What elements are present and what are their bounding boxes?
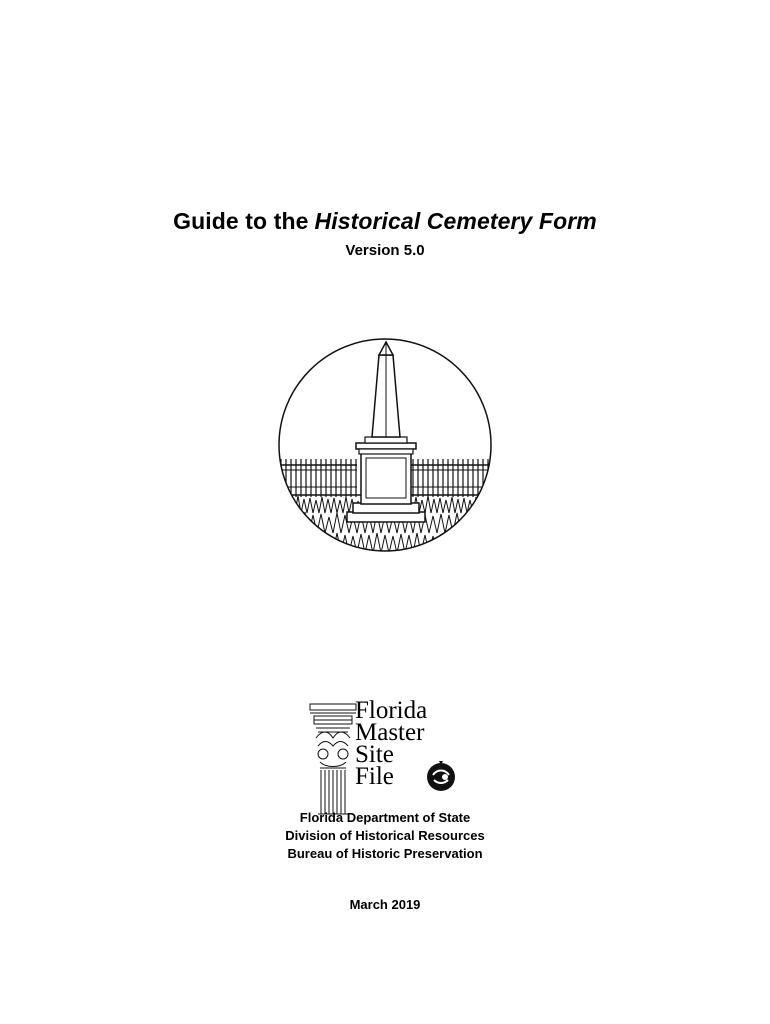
ionic-column-icon	[308, 702, 358, 816]
document-version: Version 5.0	[345, 242, 425, 259]
document-title	[0, 208, 770, 235]
agency-bureau: Bureau of Historic Preservation	[287, 846, 483, 861]
logo-line-file: File	[355, 763, 394, 790]
logo-line-florida: Florida	[355, 697, 428, 724]
logo-line-site: Site	[355, 741, 394, 768]
title-italic-text: Historical Cemetery Form	[314, 208, 597, 234]
agency-department: Florida Department of State	[299, 810, 471, 825]
publication-date: March 2019	[349, 897, 421, 912]
seal-icon	[425, 761, 457, 793]
logo-line-master: Master	[355, 719, 425, 746]
logo-wordmark	[355, 697, 428, 790]
florida-master-site-file-logo	[308, 697, 468, 818]
obelisk-emblem-illustration	[277, 337, 493, 553]
agency-division: Division of Historical Resources	[285, 828, 485, 843]
title-plain-text: Guide to the	[173, 208, 309, 234]
agency-block	[0, 809, 770, 863]
